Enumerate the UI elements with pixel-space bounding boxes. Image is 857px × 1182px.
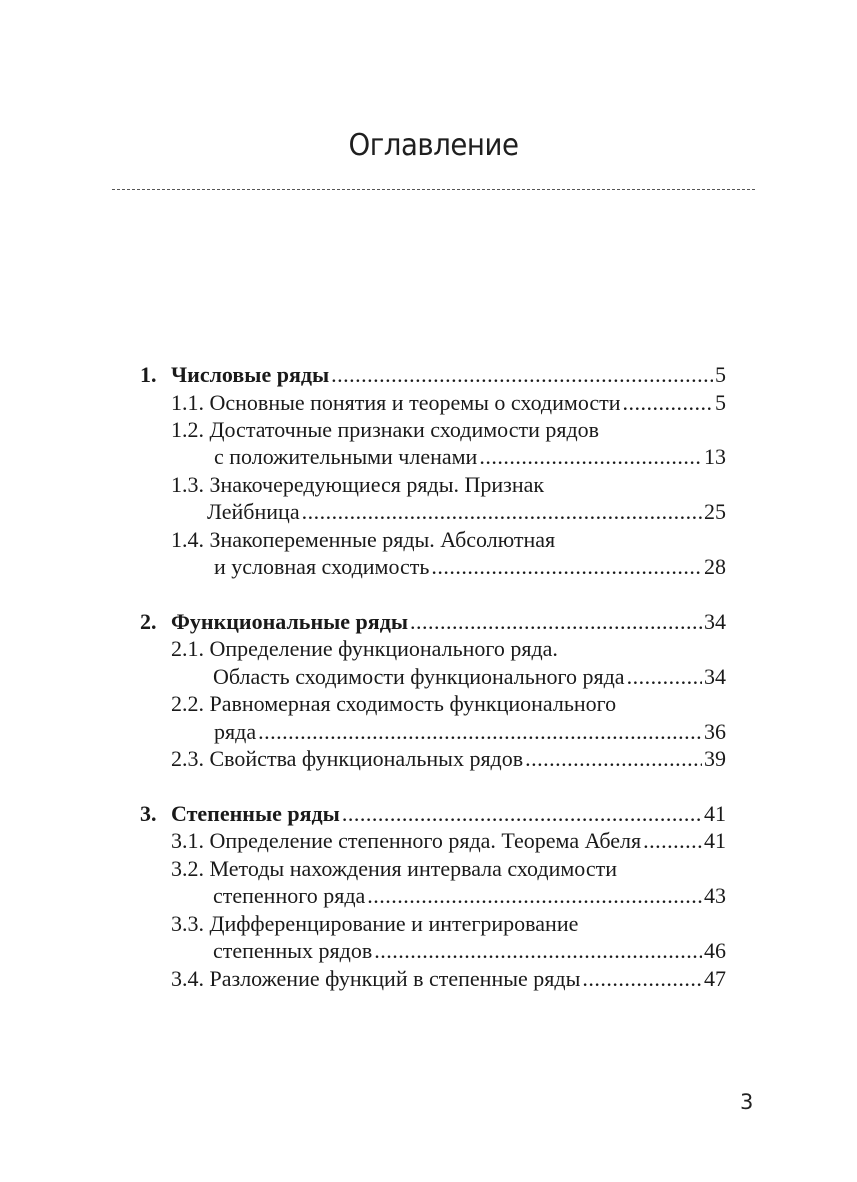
toc-entry-2-1-cont[interactable] <box>213 663 726 691</box>
entry-title: 2.2. Равномерная сходимость функционального <box>171 691 617 716</box>
page-ref: 5 <box>715 390 726 415</box>
toc-entry-1-4[interactable] <box>171 526 726 554</box>
toc-entry-1-3[interactable] <box>171 471 726 499</box>
page-ref: 39 <box>704 746 726 771</box>
toc-entry-2-3[interactable] <box>171 745 726 773</box>
toc-entry-3-4[interactable] <box>171 965 726 993</box>
toc-chapter-1[interactable] <box>140 361 726 389</box>
dot-leader <box>479 443 702 471</box>
toc-entry-2-2-cont[interactable] <box>214 718 726 746</box>
entry-title: степенного ряда <box>213 883 366 908</box>
page-ref: 36 <box>704 719 726 744</box>
entry-title: 1.3. Знакочередующиеся ряды. Признак <box>171 472 545 497</box>
toc-entry-1-1[interactable] <box>171 389 726 417</box>
dot-leader <box>643 827 702 855</box>
dot-leader <box>302 498 702 526</box>
page-ref: 28 <box>704 554 726 579</box>
dot-leader <box>627 663 702 691</box>
toc-entry-2-1[interactable] <box>171 635 726 663</box>
page-ref: 41 <box>704 801 726 826</box>
page-ref: 25 <box>704 499 726 524</box>
dot-leader <box>582 965 702 993</box>
entry-title: и условная сходимость <box>214 554 430 579</box>
page-number: 3 <box>740 1090 754 1114</box>
title-divider <box>112 189 755 190</box>
dot-leader <box>367 882 702 910</box>
toc-entry-1-4-cont[interactable] <box>214 553 726 581</box>
entry-title: степенных рядов <box>213 938 373 963</box>
entry-title: с положительными членами <box>214 444 478 469</box>
toc-chapter-2[interactable] <box>140 608 726 636</box>
entry-title: 3.1. Определение степенного ряда. Теорема Абеля <box>171 828 642 853</box>
entry-title: 2.1. Определение функционального ряда. <box>171 636 558 661</box>
page-ref: 34 <box>704 609 726 634</box>
page-ref: 5 <box>715 362 726 387</box>
entry-title: Область сходимости функционального ряда <box>213 664 625 689</box>
toc-entry-1-2[interactable] <box>171 416 726 444</box>
chapter-number: 3. <box>140 801 157 826</box>
chapter-number: 1. <box>140 362 157 387</box>
page-ref: 13 <box>704 444 726 469</box>
entry-title: 1.1. Основные понятия и теоремы о сходимости <box>171 390 621 415</box>
dot-leader <box>258 718 702 746</box>
toc-entry-1-3-cont[interactable] <box>207 498 726 526</box>
page-ref: 34 <box>704 664 726 689</box>
toc-chapter-3[interactable] <box>140 800 726 828</box>
page-ref: 46 <box>704 938 726 963</box>
dot-leader <box>410 608 702 636</box>
dot-leader <box>331 361 713 389</box>
entry-title: 3.3. Дифференцирование и интегрирование <box>171 911 579 936</box>
dot-leader <box>525 745 702 773</box>
dot-leader <box>342 800 702 828</box>
entry-title: Лейбница <box>207 499 300 524</box>
toc-entry-3-2-cont[interactable] <box>213 882 726 910</box>
toc-entry-2-2[interactable] <box>171 690 726 718</box>
dot-leader <box>431 553 702 581</box>
toc-entry-1-2-cont[interactable] <box>214 443 726 471</box>
entry-title: 1.2. Достаточные признаки сходимости рядов <box>171 417 600 442</box>
entry-title: ряда <box>214 719 257 744</box>
page-ref: 47 <box>704 966 726 991</box>
entry-title: 3.2. Методы нахождения интервала сходимости <box>171 856 617 881</box>
page-ref: 41 <box>704 828 726 853</box>
chapter-number: 2. <box>140 609 157 634</box>
chapter-title: Числовые ряды <box>171 362 330 387</box>
page-title: Оглавление <box>348 128 519 163</box>
toc-entry-3-1[interactable] <box>171 827 726 855</box>
toc-entry-3-3[interactable] <box>171 910 726 938</box>
dot-leader <box>374 937 702 965</box>
dot-leader <box>623 389 713 417</box>
entry-title: 1.4. Знакопеременные ряды. Абсолютная <box>171 527 556 552</box>
toc-entry-3-2[interactable] <box>171 855 726 883</box>
page-ref: 43 <box>704 883 726 908</box>
entry-title: 2.3. Свойства функциональных рядов <box>171 746 524 771</box>
entry-title: 3.4. Разложение функций в степенные ряды <box>171 966 581 991</box>
toc-entry-3-3-cont[interactable] <box>213 937 726 965</box>
chapter-title: Степенные ряды <box>171 801 340 826</box>
chapter-title: Функциональные ряды <box>171 609 409 634</box>
